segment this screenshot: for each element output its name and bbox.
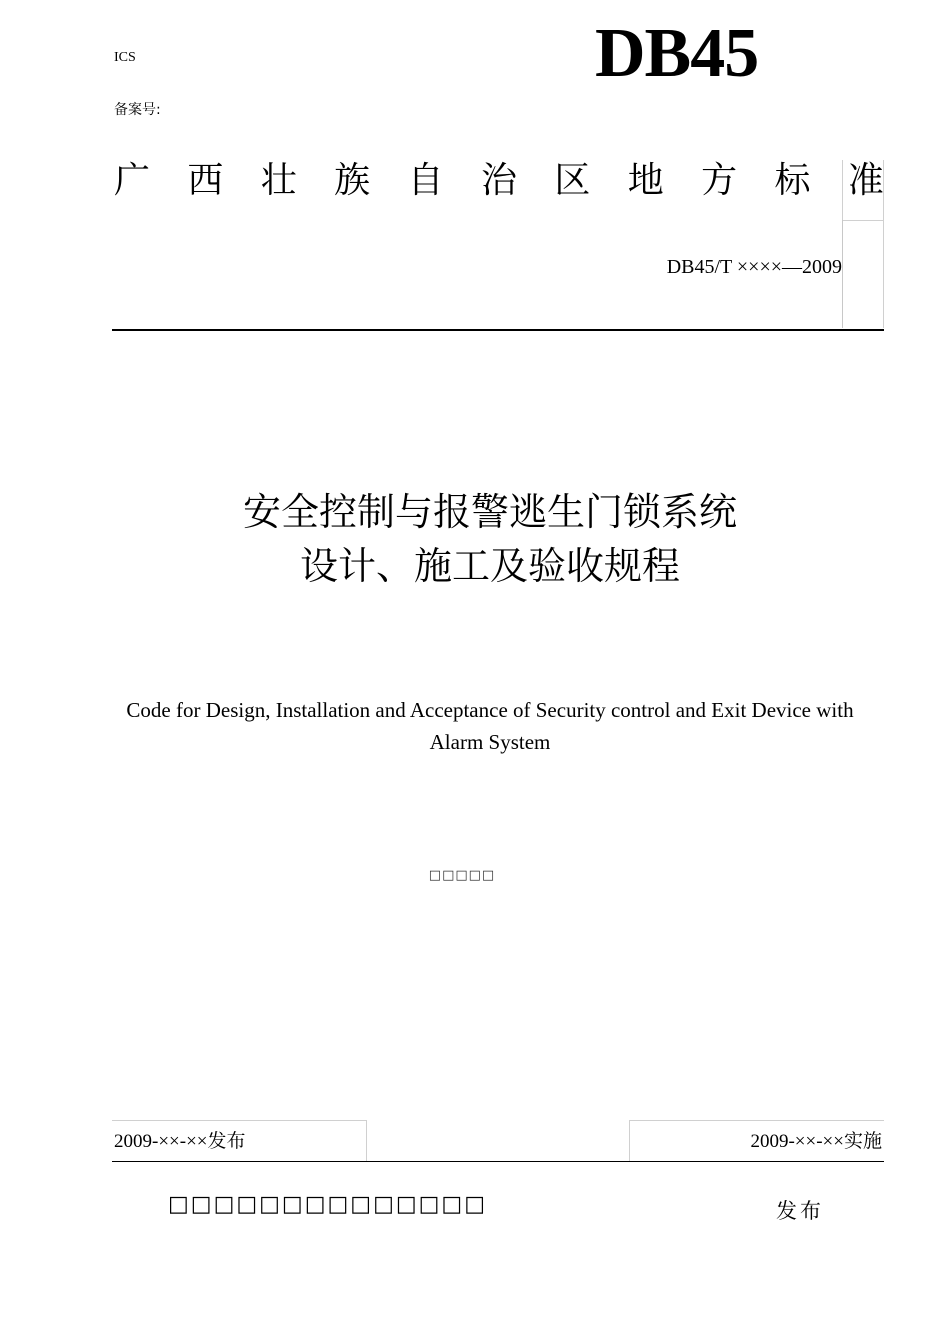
title-char: 西 <box>187 160 224 201</box>
issue-label: 发布 <box>776 1199 824 1223</box>
ics-label: ICS <box>114 50 136 65</box>
title-char: 自 <box>407 160 444 201</box>
title-char: 广 <box>114 160 151 201</box>
frame-box <box>842 220 884 328</box>
title-char: 区 <box>554 160 591 201</box>
standard-category-title <box>114 156 884 206</box>
header-divider <box>112 329 884 331</box>
title-char: 准 <box>847 160 884 201</box>
implement-date: 2009-××-××实施 <box>750 1131 882 1152</box>
standard-code-mark: DB45 <box>595 15 759 92</box>
record-number-label: 备案号: <box>114 102 161 118</box>
title-char: 标 <box>774 160 811 201</box>
issuing-authority: □□□□□□□□□□□□□□ <box>168 1192 488 1217</box>
title-char: 治 <box>480 160 517 201</box>
title-char: 地 <box>627 160 664 201</box>
document-title-english: Code for Design, Installation and Acceptance of Security control and Exit Device with Alarm System <box>126 698 854 754</box>
title-char: 壮 <box>260 160 297 201</box>
title-line-1: 安全控制与报警逃生门锁系统 <box>242 490 737 534</box>
title-char: 族 <box>334 160 371 201</box>
frame-box <box>842 160 884 221</box>
title-line-2: 设计、施工及验收规程 <box>299 544 680 588</box>
standard-number: DB45/T ××××—2009 <box>666 256 842 278</box>
publish-date: 2009-××-××发布 <box>114 1131 246 1152</box>
document-title-chinese <box>0 485 950 593</box>
title-char: 方 <box>701 160 738 201</box>
footer-divider <box>112 1161 884 1162</box>
draft-mark: □□□□□ <box>428 868 496 883</box>
